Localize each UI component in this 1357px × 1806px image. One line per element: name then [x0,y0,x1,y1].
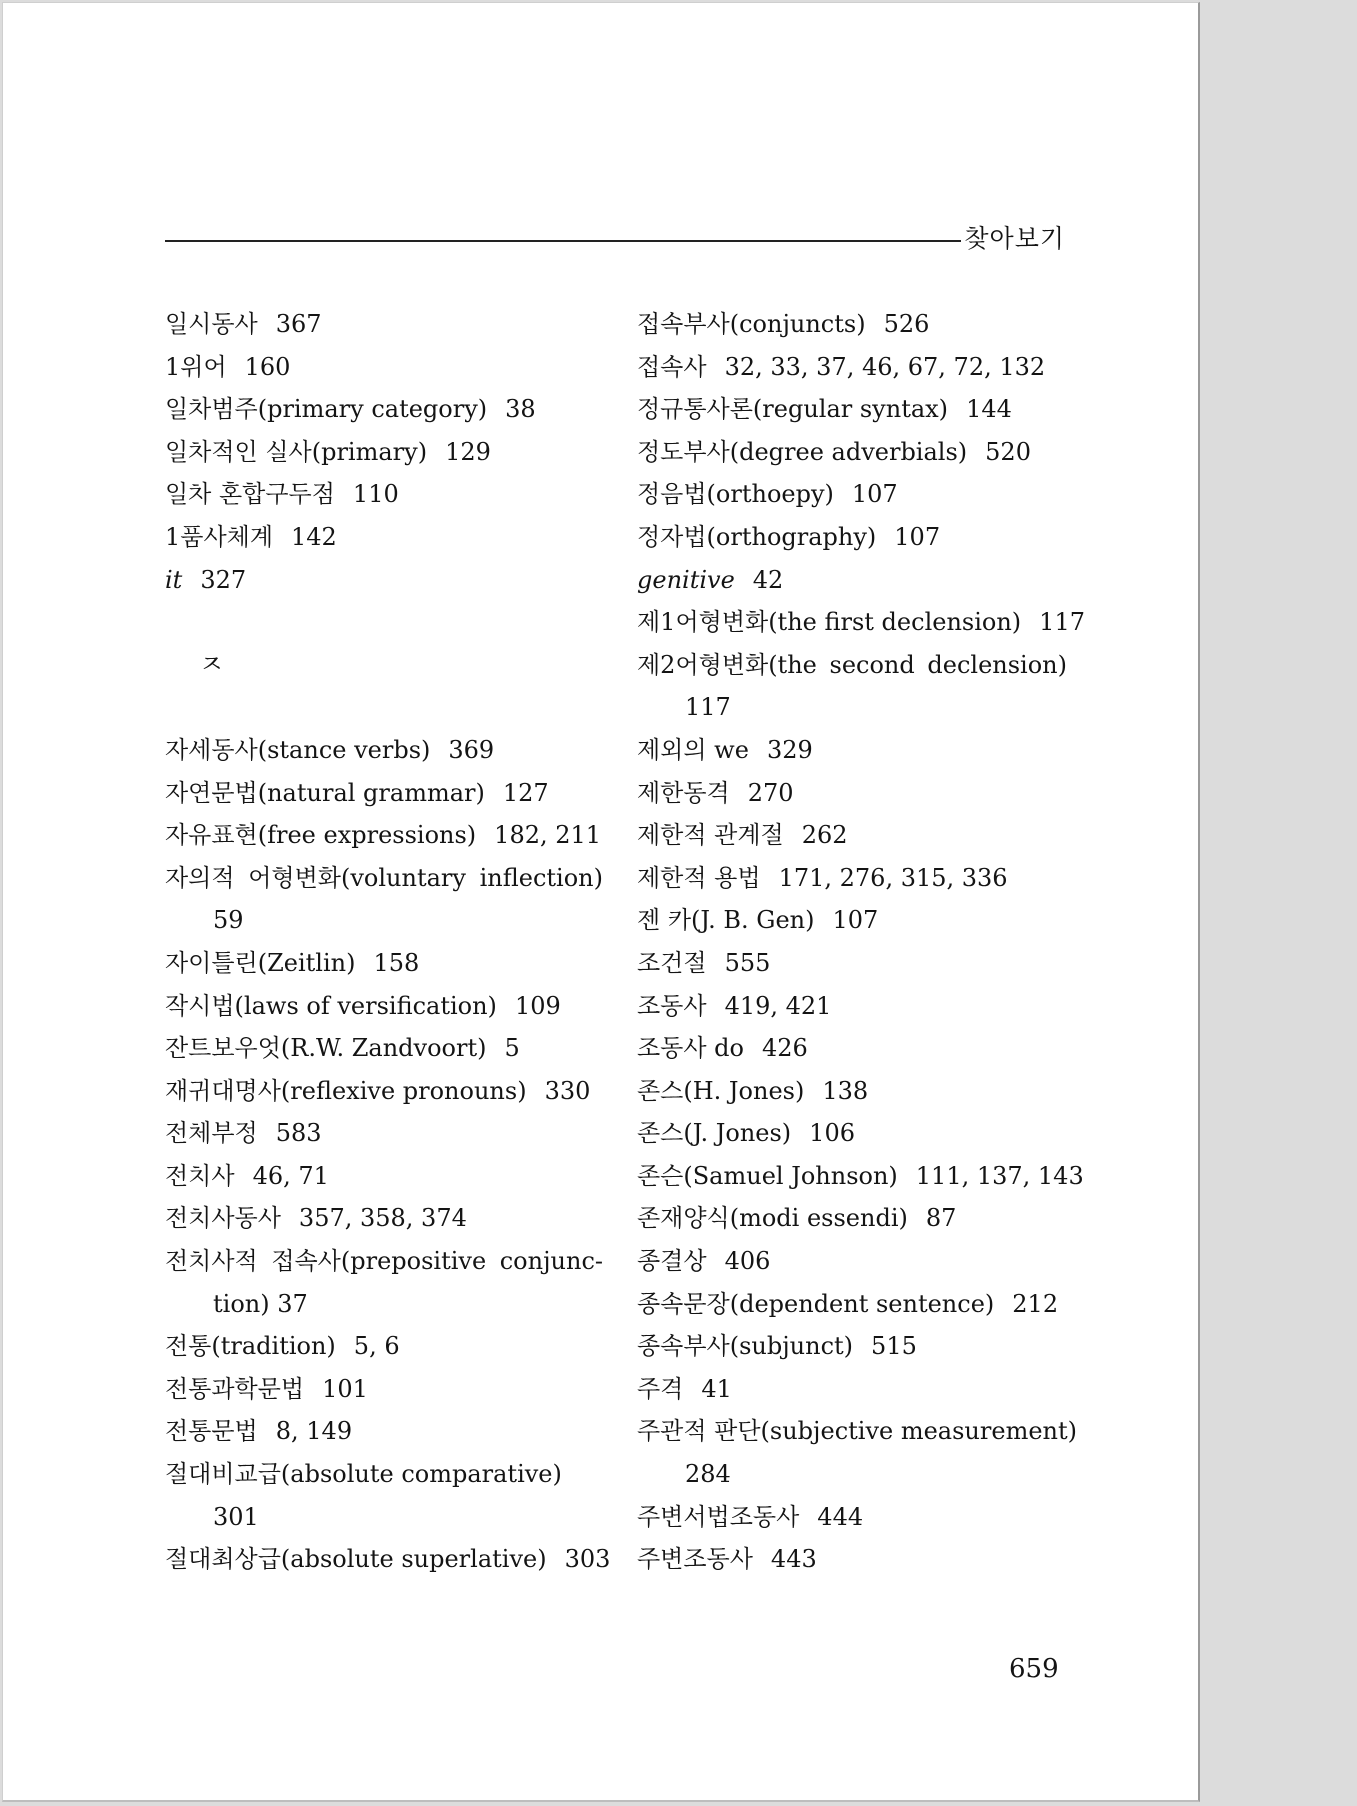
index-entry: 주변조동사 443 [637,1545,817,1574]
index-entry: 제1어형변화(the first declension) 117 [637,608,1085,637]
index-column-right [637,303,1085,1581]
running-header [165,221,1065,257]
index-entry: 자유표현(free expressions) 182, 211 [165,821,602,850]
index-entry: genitive 42 [637,565,784,594]
index-entry: 제한적 관계절 262 [637,821,848,850]
index-entry: 일차범주(primary category) 38 [165,395,536,424]
index-entry: 자의적 어형변화(voluntary inflection) 59 [165,863,603,935]
index-entry: 자이틀린(Zeitlin) 158 [165,948,420,977]
index-entry: 접속부사(conjuncts) 526 [637,310,930,338]
index-entry: 자세동사(stance verbs) 369 [165,735,495,764]
index-entry: 정규통사론(regular syntax) 144 [637,395,1012,424]
index-entry: 전통문법 8, 149 [165,1417,353,1446]
section-letter: ㅈ [199,649,225,680]
index-entry: 정도부사(degree adverbials) 520 [637,437,1031,466]
index-entry: 조동사 do 426 [637,1034,808,1063]
index-entry: 존재양식(modi essendi) 87 [637,1204,957,1233]
index-entry: 잔트보우엇(R.W. Zandvoort) 5 [165,1034,520,1063]
index-entry: 제한적 용법 171, 276, 315, 336 [637,863,1008,892]
index-entry: 젠 카(J. B. Gen) 107 [637,906,879,935]
index-entry: 주변서법조동사 444 [637,1502,864,1531]
index-entry: 일차 혼합구두점 110 [165,480,399,509]
index-entry: 절대비교급(absolute comparative) 301 [165,1460,562,1531]
index-entry: 종속문장(dependent sentence) 212 [637,1289,1059,1318]
index-entry: 정음법(orthoepy) 107 [637,480,898,509]
index-entry: 전통과학문법 101 [165,1374,368,1403]
header-rule [165,240,961,242]
index-entry: 정자법(orthography) 107 [637,522,941,551]
index-entry: 1품사체계 142 [165,522,337,551]
index-column-left [165,303,611,1581]
page-number: 659 [1009,1654,1059,1684]
index-entry: 전치사적 접속사(prepositive conjunc- tion) 37 [165,1247,603,1318]
index-entry: 1위어 160 [165,352,291,381]
index-entry: 제외의 we 329 [637,735,813,764]
section-spacer [165,686,603,729]
index-entry: 전치사 46, 71 [165,1161,329,1190]
index-entry: 절대최상급(absolute superlative) 303 [165,1545,611,1574]
index-entry: 접속사 32, 33, 37, 46, 67, 72, 132 [637,352,1046,381]
index-entry: 제한동격 270 [637,778,794,807]
index-entry: 작시법(laws of versification) 109 [165,991,561,1020]
index-entry: 전치사동사 357, 358, 374 [165,1204,467,1233]
index-entry: 존스(H. Jones) 138 [637,1076,869,1105]
index-entry: 존슨(Samuel Johnson) 111, 137, 143 [637,1161,1084,1190]
index-entry: 전통(tradition) 5, 6 [165,1332,400,1361]
index-entry: 조동사 419, 421 [637,991,832,1020]
index-entry: 종결상 406 [637,1247,771,1276]
index-entry: 재귀대명사(reflexive pronouns) 330 [165,1076,591,1105]
index-entry: 전체부정 583 [165,1119,322,1148]
book-page [2,2,1200,1802]
index-entry: 자연문법(natural grammar) 127 [165,778,549,807]
header-title: 찾아보기 [964,224,1065,253]
section-spacer [165,601,603,644]
index-entry: 일시동사 367 [165,310,322,338]
index-entry: 존스(J. Jones) 106 [637,1119,855,1148]
index-entry: 주관적 판단(subjective measurement) 284 [637,1417,1077,1489]
index-entry: 제2어형변화(the second declension) 117 [637,650,1067,722]
index-entry: it 327 [165,565,247,594]
index-entry: 주격 41 [637,1374,732,1403]
index-entry: 일차적인 실사(primary) 129 [165,437,491,466]
index-entry: 조건절 555 [637,948,771,977]
index-entry: 종속부사(subjunct) 515 [637,1332,917,1361]
